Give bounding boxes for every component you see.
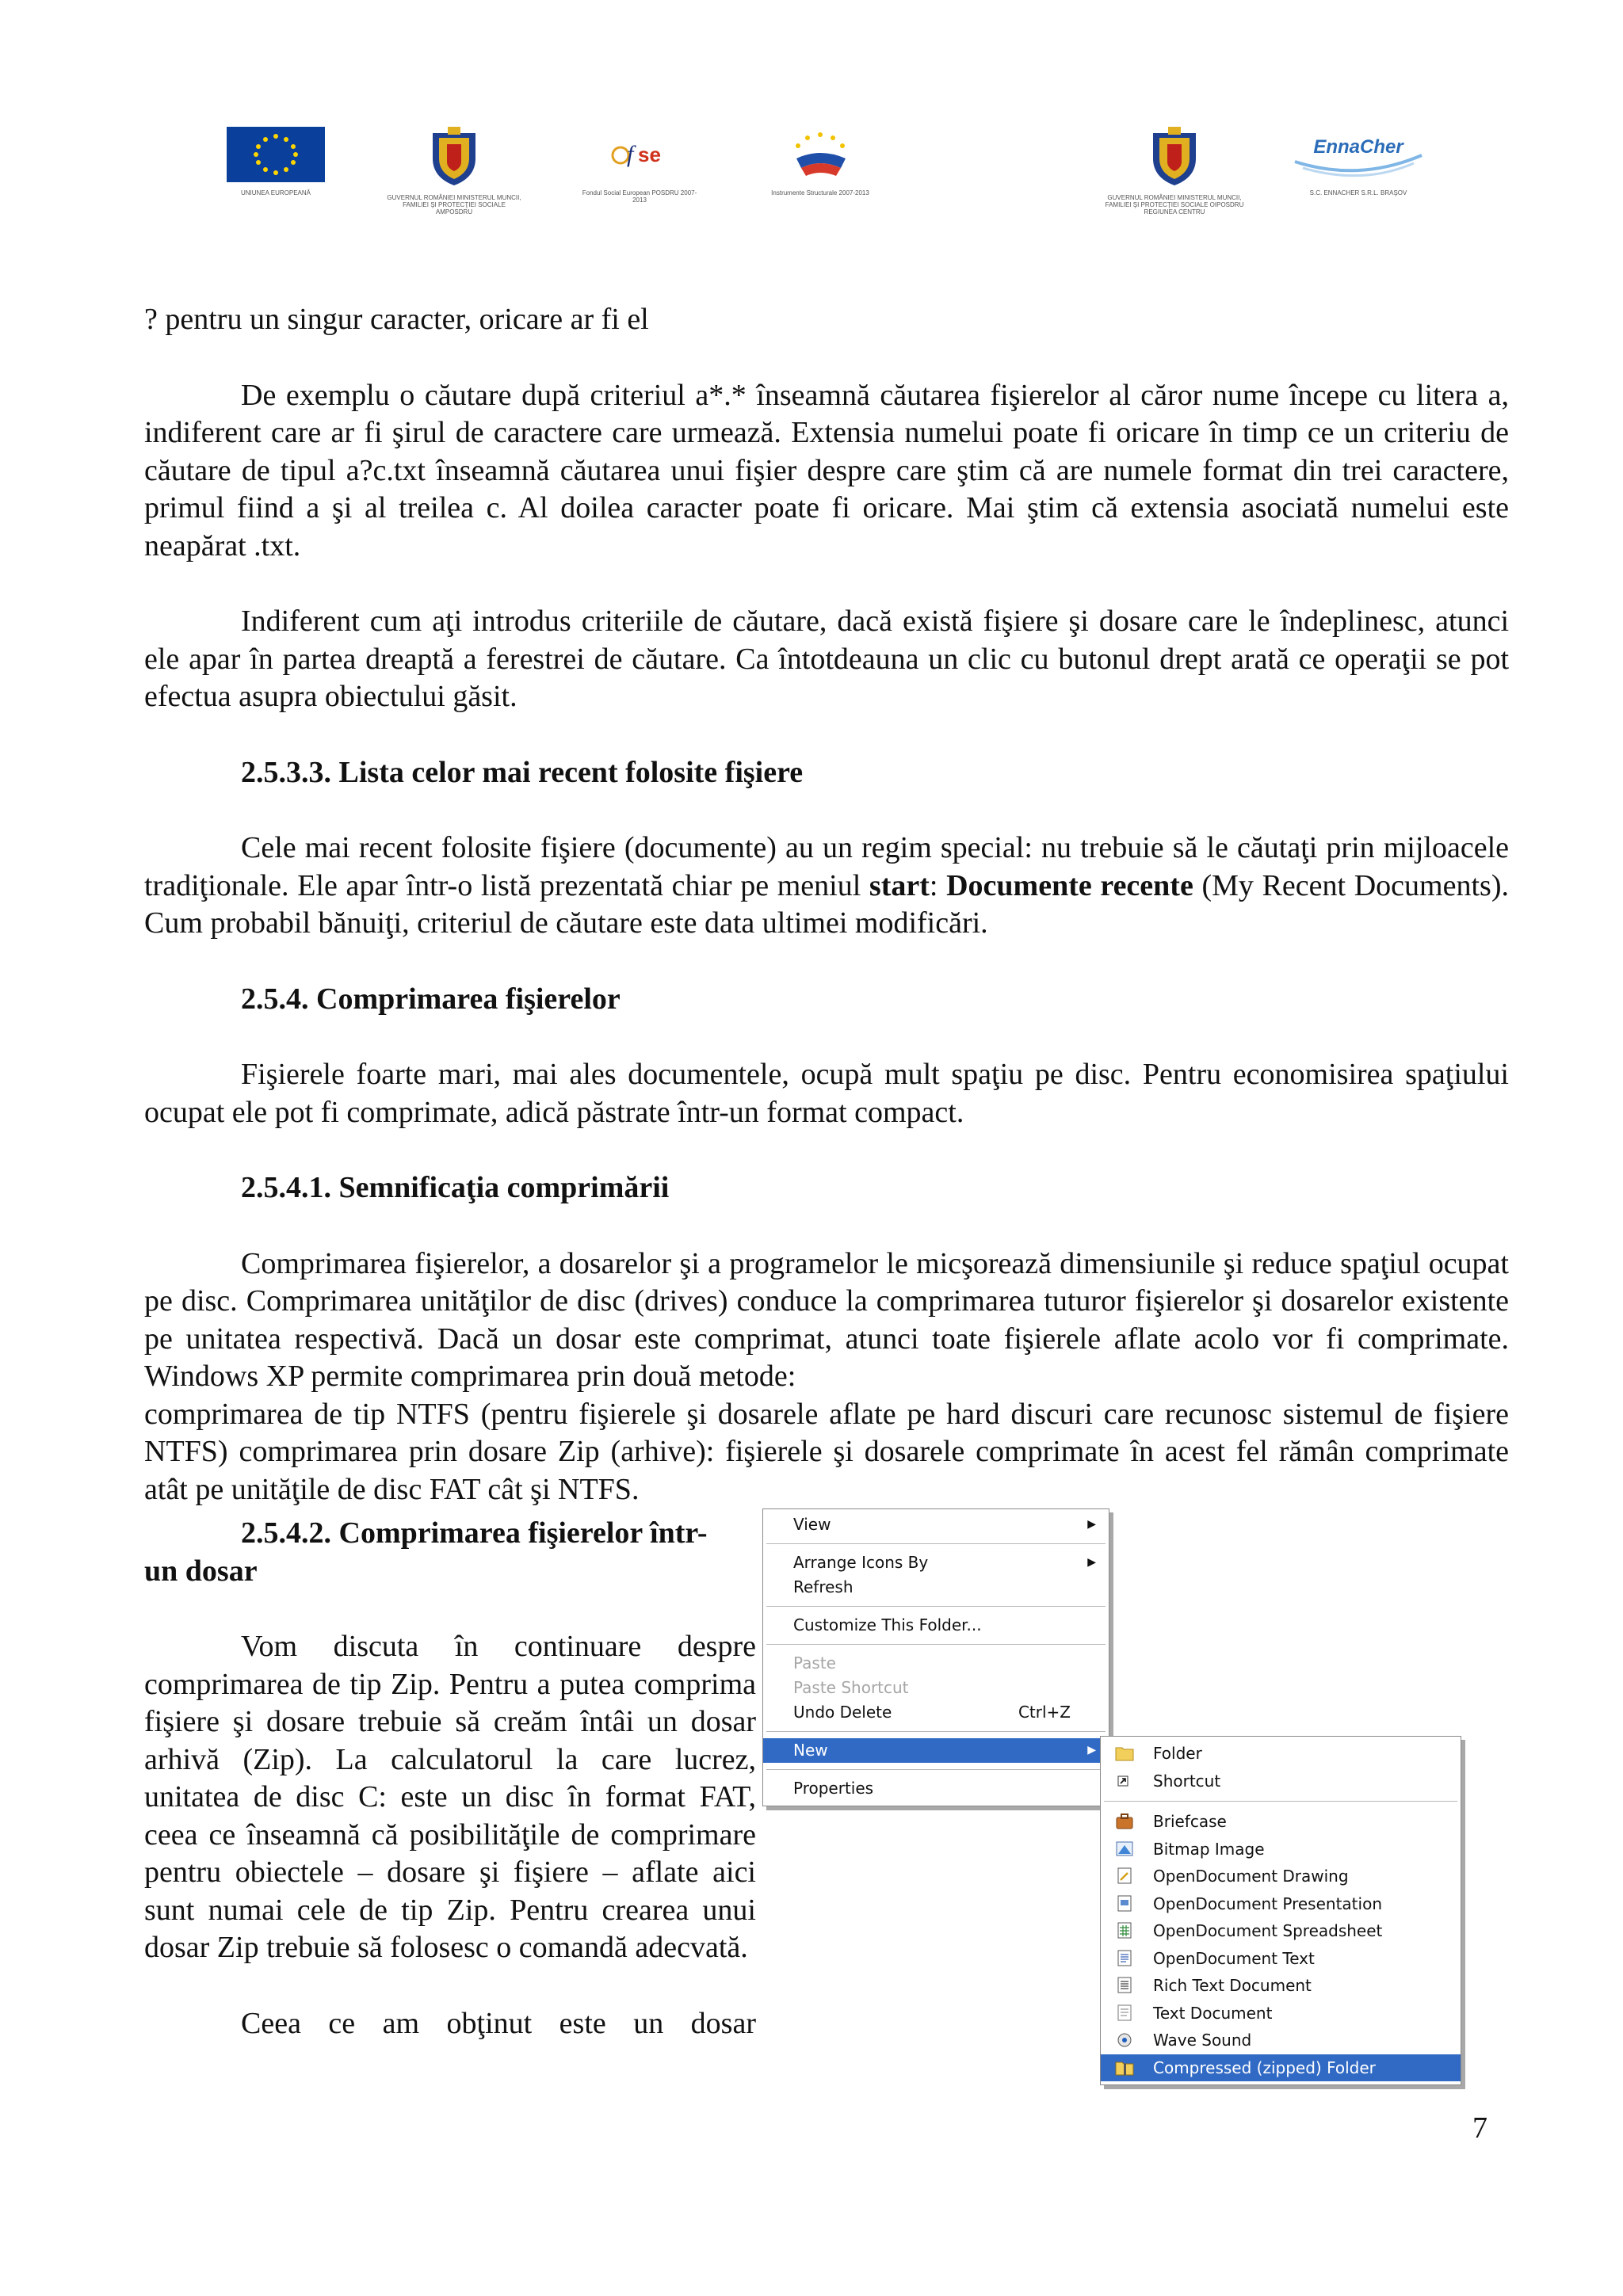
- od-drawing-icon: [1115, 1867, 1134, 1884]
- instrumente-caption: Instrumente Structurale 2007-2013: [771, 189, 869, 196]
- fse-logo: [580, 127, 699, 204]
- briefcase-icon: [1115, 1813, 1134, 1829]
- submenu-label-od-drawing: OpenDocument Drawing: [1153, 1867, 1349, 1886]
- submenu-label-text: Text Document: [1153, 2003, 1273, 2023]
- od-presentation-icon: [1115, 1895, 1134, 1912]
- fse-icon: [592, 127, 687, 182]
- od-text-icon: [1115, 1950, 1134, 1966]
- submenu-label-briefcase: Briefcase: [1153, 1812, 1227, 1831]
- paragraph-recent: [144, 830, 1509, 943]
- menu-label-view: View: [793, 1515, 831, 1534]
- heading-2542-line2: un dosar: [144, 1554, 258, 1588]
- paragraph-example: De exemplu o căutare după criteriul a*.* înseamnă căutarea fişierelor al căror nume începe cu litera a, indiferent care ar fi şirul de caractere care urmează. Extensia numelui poate fi oricare în timp ce un criteriu de căutare de tipul a?c.txt înseamnă căutarea unui fişier despre care ştim că are numele format din trei caractere, primul fiind a şi al treilea c. Al doilea caracter poate fi oricare. Mai ştim că extensia asociată numelui este neapărat .txt.: [144, 378, 1509, 563]
- submenu-label-folder: Folder: [1153, 1744, 1202, 1763]
- text-document-icon: [1115, 2004, 1134, 2021]
- wildcard-line: ? pentru un singur caracter, oricare ar fi el: [144, 303, 649, 336]
- menu-label-refresh: Refresh: [793, 1577, 854, 1596]
- menu-label-new: New: [793, 1741, 828, 1760]
- paragraph-methods: comprimarea de tip NTFS (pentru fişierele şi dosarele aflate pe hard discuri care recunosc sistemul de fişiere NTFS) comprimarea prin dosare Zip (arhive): fişierele şi dosarele comprimate în acest fel rămân comprimate atât pe unităţile de disc FAT cât şi NTFS.: [144, 1397, 1509, 1506]
- recent-docs-bold: Documente recente: [946, 868, 1193, 902]
- menu-item-refresh[interactable]: [763, 1575, 1109, 1600]
- menu-item-undo-delete[interactable]: [763, 1700, 1109, 1725]
- paragraph-zip: Vom discuta în continuare despre comprimarea de tip Zip. Pentru a putea comprima fişiere şi dosare trebuie să creăm întâi un dosar arhivă (Zip). La calculatorul la care lucrez, unitatea de disc C: este un disc în format FAT, ceea ce înseamnă că posibilităţile de comprimare pentru obiectele – dosare şi fişiere – aflate aici sunt numai cele de tip Zip. Pentru crearea unui dosar Zip trebuie să folosesc o comandă adecvată.: [144, 1630, 756, 1964]
- menu-label-arrange: Arrange Icons By: [793, 1553, 929, 1572]
- page-number: 7: [1472, 2111, 1487, 2145]
- rich-text-icon: [1115, 1977, 1134, 1993]
- menu-separator: [1104, 1801, 1457, 1802]
- submenu-item-briefcase[interactable]: [1101, 1808, 1461, 1836]
- menu-label-properties: Properties: [793, 1779, 874, 1798]
- gov-logo-2-block: [1103, 127, 1246, 216]
- submenu-label-od-text: OpenDocument Text: [1153, 1948, 1315, 1968]
- coat-of-arms-icon: [1147, 127, 1202, 187]
- wave-sound-icon: [1115, 2031, 1134, 2048]
- submenu-item-shortcut[interactable]: [1101, 1768, 1461, 1795]
- submenu-label-od-spreadsheet: OpenDocument Spreadsheet: [1153, 1921, 1383, 1940]
- paragraph-compress: Fişierele foarte mari, mai ales documentele, ocupă mult spaţiu pe disc. Pentru economisirea spaţiului ocupat ele pot fi comprimate, adică păstrate într-un format compact.: [144, 1058, 1509, 1129]
- ennacher-brand: EnnaCher: [1313, 136, 1403, 158]
- ennacher-logo: [1279, 127, 1438, 196]
- submenu-item-folder[interactable]: [1101, 1740, 1461, 1768]
- heading-2533: 2.5.3.3. Lista celor mai recent folosite fişiere: [241, 755, 804, 789]
- submenu-arrow-icon: ▶: [1087, 1518, 1096, 1531]
- gov-caption-2: GUVERNUL ROMÂNIEI MINISTERUL MUNCII, FAMILIEI ŞI PROTECŢIEI SOCIALE OIPOSDRU REGIUNEA CENTRU: [1105, 194, 1244, 216]
- menu-item-arrange-icons[interactable]: [763, 1550, 1109, 1575]
- menu-item-properties[interactable]: [763, 1776, 1109, 1801]
- submenu-item-od-drawing[interactable]: [1101, 1863, 1461, 1890]
- svg-text:se: se: [638, 143, 661, 166]
- paragraph-meaning: Comprimarea fişierelor, a dosarelor şi a programelor le micşorează dimensiunile şi reduce spaţiul ocupat pe disc. Comprimarea unităţilor de disc (drives) conduce la comprimarea tuturor fişierelor şi dosarelor existente pe unitatea respectivă. Dacă un dosar este comprimat, atunci toate fişierele aflate acolo vor fi comprimate. Windows XP permite comprimarea prin două metode:: [144, 1246, 1509, 1393]
- submenu-item-rtf[interactable]: [1101, 1972, 1461, 2000]
- gov-logo-1: [387, 127, 521, 216]
- coat-of-arms-icon: [426, 127, 482, 187]
- shortcut-icon: [1115, 1772, 1134, 1789]
- menu-accelerator: Ctrl+Z: [1018, 1703, 1071, 1722]
- menu-item-paste-shortcut: [763, 1676, 1109, 1700]
- submenu-item-zip[interactable]: [1101, 2054, 1461, 2082]
- menu-item-paste: [763, 1651, 1109, 1676]
- submenu-label-wave: Wave Sound: [1153, 2031, 1252, 2050]
- submenu-label-shortcut: Shortcut: [1153, 1771, 1221, 1791]
- submenu-label-od-presentation: OpenDocument Presentation: [1153, 1894, 1382, 1913]
- zipped-folder-icon: [1115, 2059, 1134, 2076]
- heading-254: 2.5.4. Comprimarea fişierelor: [241, 982, 621, 1016]
- ennacher-caption: S.C. ENNACHER S.R.L. BRAŞOV: [1309, 189, 1407, 196]
- recent-colon: :: [929, 868, 947, 902]
- paragraph-results: Indiferent cum aţi introdus criteriile de căutare, dacă există fişiere şi dosare care le îndeplinesc, atunci ele apar în partea dreaptă a ferestrei de căutare. Ca întotdeauna un clic cu butonul drept arată ce operaţii se pot efectua asupra obiectului găsit.: [144, 605, 1509, 713]
- menu-label-customize: Customize This Folder...: [793, 1615, 982, 1634]
- fse-caption: Fondul Social European POSDRU 2007-2013: [582, 189, 697, 204]
- heading-2542-line1: 2.5.4.2. Comprimarea fişierelor într-: [241, 1516, 708, 1550]
- submenu-item-bitmap[interactable]: [1101, 1836, 1461, 1863]
- menu-item-view[interactable]: [763, 1512, 1109, 1537]
- menu-item-customize[interactable]: [763, 1613, 1109, 1638]
- menu-separator: [766, 1644, 1106, 1645]
- paragraph-obtained: Ceea ce am obţinut este un dosar: [241, 2006, 756, 2040]
- eu-flag-icon: [227, 127, 325, 182]
- menu-item-new[interactable]: [763, 1738, 1109, 1763]
- recent-text-a: Cele mai recent folosite fişiere (documente) au un regim special: nu trebuie să le căutaţi prin mijloacele tradiţionale. Ele apar într-o listă prezentată chiar pe meniul: [144, 831, 1509, 902]
- submenu-item-od-text[interactable]: [1101, 1945, 1461, 1973]
- header-logos: [0, 127, 1623, 254]
- svg-text:f: f: [627, 141, 634, 167]
- submenu-label-rtf: Rich Text Document: [1153, 1976, 1312, 1995]
- folder-icon: [1115, 1745, 1134, 1761]
- new-submenu: [1100, 1736, 1461, 2085]
- menu-separator: [766, 1606, 1106, 1607]
- instrumente-logo: [761, 127, 880, 196]
- menu-label-undo: Undo Delete: [793, 1703, 892, 1722]
- submenu-item-od-spreadsheet[interactable]: [1101, 1917, 1461, 1945]
- submenu-arrow-icon: ▶: [1087, 1744, 1096, 1756]
- submenu-item-wave[interactable]: [1101, 2027, 1461, 2054]
- submenu-item-text[interactable]: [1101, 2000, 1461, 2027]
- gov-caption-1: GUVERNUL ROMÂNIEI MINISTERUL MUNCII, FAMILIEI ŞI PROTECŢIEI SOCIALE AMPOSDRU: [387, 194, 521, 216]
- structural-instruments-icon: [773, 127, 868, 182]
- recent-text-b: (My Recent Documents). Cum probabil bănuiţi, criteriul de căutare este data ultimei modificări.: [144, 868, 1509, 940]
- recent-start-bold: start: [869, 868, 930, 902]
- heading-2541: 2.5.4.1. Semnificaţia comprimării: [241, 1171, 670, 1204]
- bitmap-image-icon: [1115, 1840, 1134, 1857]
- menu-separator: [766, 1731, 1106, 1732]
- eu-logo: [225, 127, 327, 196]
- heading-2542: [144, 1515, 756, 1553]
- menu-label-paste: Paste: [793, 1653, 836, 1672]
- menu-separator: [766, 1543, 1106, 1544]
- submenu-label-bitmap: Bitmap Image: [1153, 1839, 1265, 1859]
- left-column: [144, 1515, 756, 2042]
- submenu-label-zip: Compressed (zipped) Folder: [1153, 2058, 1376, 2077]
- desktop-context-menu: [762, 1508, 1109, 1806]
- submenu-item-od-presentation[interactable]: [1101, 1890, 1461, 1918]
- menu-separator: [766, 1769, 1106, 1770]
- menu-label-paste-shortcut: Paste Shortcut: [793, 1678, 909, 1697]
- eu-caption: UNIUNEA EUROPEANĂ: [240, 189, 311, 196]
- submenu-arrow-icon: ▶: [1087, 1556, 1096, 1569]
- od-spreadsheet-icon: [1115, 1922, 1134, 1939]
